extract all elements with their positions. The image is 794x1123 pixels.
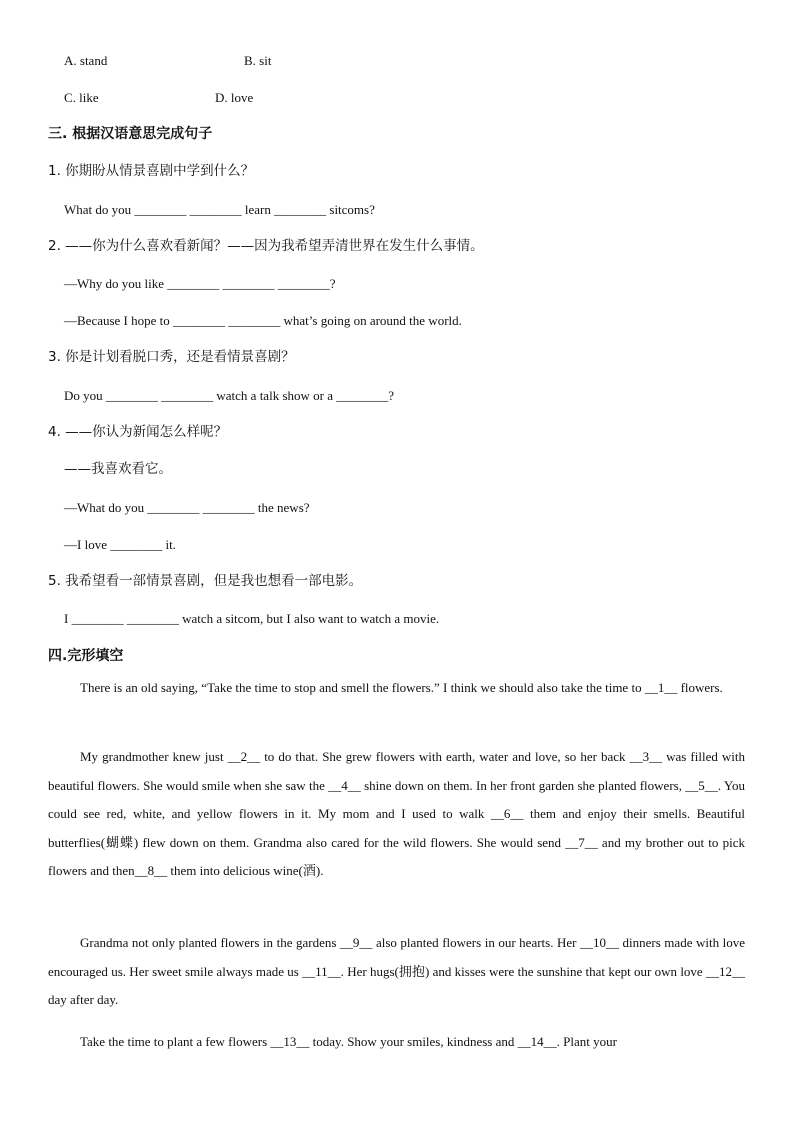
option-a: A. stand	[64, 53, 108, 68]
q5-chinese: 5. 我希望看一部情景喜剧，但是我也想看一部电影。	[48, 573, 363, 589]
q5-english: I ________ ________ watch a sitcom, but I also want to watch a movie.	[64, 611, 440, 626]
option-d: D. love	[215, 90, 254, 105]
q1-chinese: 1. 你期盼从情景喜剧中学到什么？	[48, 163, 255, 179]
section4-heading: 四.完形填空	[48, 648, 124, 664]
q2-chinese: 2. ——你为什么喜欢看新闻？——因为我希望弄清世界在发生什么事情。	[48, 238, 484, 254]
option-b: B. sit	[244, 53, 272, 68]
q2-english-1: —Why do you like ________ ________ ________?	[64, 276, 336, 291]
q4-english-1: —What do you ________ ________ the news?	[64, 500, 310, 515]
cloze-paragraph-4: Take the time to plant a few flowers __13__ today. Show your smiles, kindness and __14__. Plant your	[80, 1034, 617, 1049]
q3-chinese: 3. 你是计划看脱口秀，还是看情景喜剧？	[48, 349, 295, 365]
cloze-paragraph-1: There is an old saying, “Take the time to stop and smell the flowers.” I think we should also take the time to __1__ flowers.	[80, 680, 723, 695]
q4-chinese: 4. ——你认为新闻怎么样呢？	[48, 424, 228, 440]
q1-english: What do you ________ ________ learn ________ sitcoms?	[64, 202, 375, 217]
q2-english-2: —Because I hope to ________ ________ what’s going on around the world.	[64, 313, 462, 328]
section3-heading: 三. 根据汉语意思完成句子	[48, 126, 213, 142]
q3-english: Do you ________ ________ watch a talk show or a ________?	[64, 388, 395, 403]
q4-english-2: —I love ________ it.	[64, 537, 176, 552]
cloze-paragraph-3: Grandma not only planted flowers in the gardens __9__ also planted flowers in our hearts. Her __10__ dinners made with love encouraged us. Her sweet smile always made us __11__. Her hugs(拥抱) and kisses were the sunshine that kept our own love __12__ day after day.	[48, 935, 745, 1007]
cloze-paragraph-2: My grandmother knew just __2__ to do that. She grew flowers with earth, water and love, so her back __3__ was filled with beautiful flowers. She would smile when she saw the __4__ shine down on them. In her front garden she planted flowers, __5__. You could see red, white, and yellow flowers in it. My mom and I used to walk __6__ them and enjoy their smells. Beautiful butterflies(蝴蝶) flew down on them. Grandma also cared for the wild flowers. She would send __7__ and my brother out to pick flowers and then__8__ them into delicious wine(酒).	[48, 749, 745, 878]
option-c: C. like	[64, 90, 99, 105]
q4-chinese-2: ——我喜欢看它。	[64, 461, 172, 477]
